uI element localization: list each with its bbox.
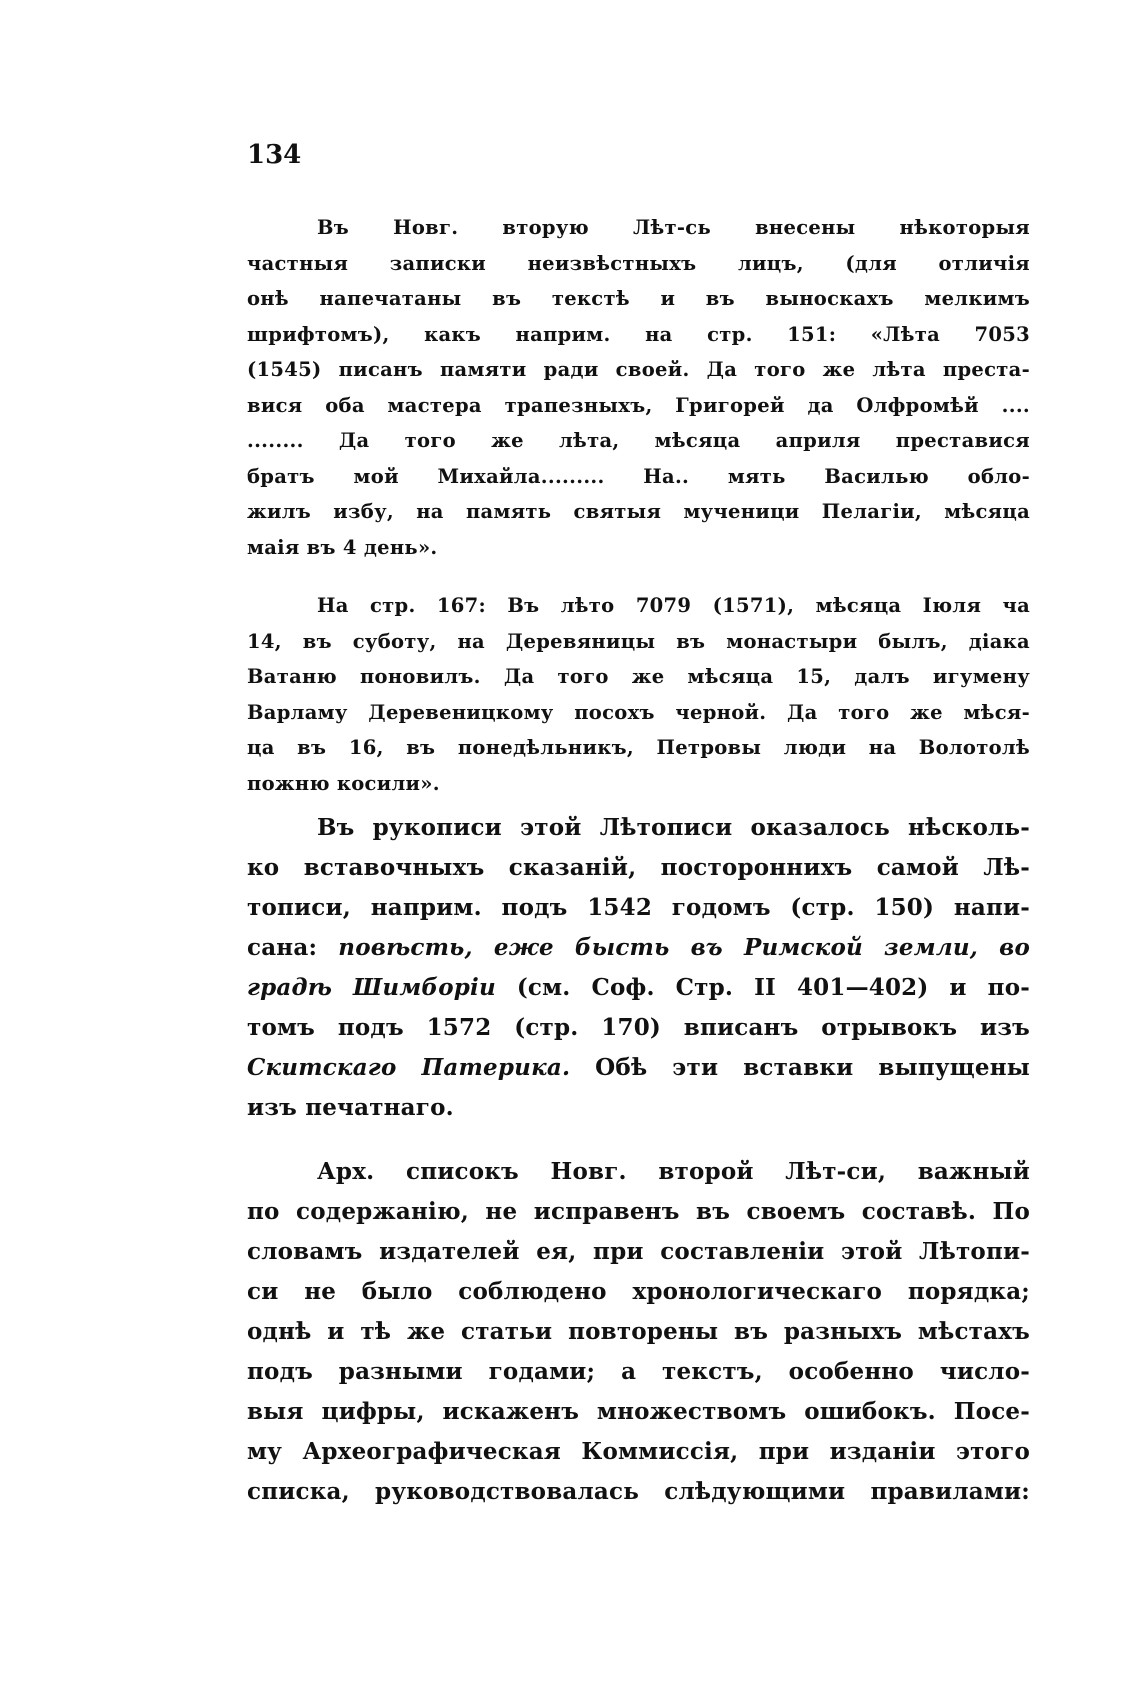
paragraph-1 (247, 210, 1030, 565)
text-line: му Археографическая Коммиссія, при изданіи этого (247, 1438, 1030, 1465)
text-line: ........ Да того же лѣта, мѣсяца априля преставися (247, 429, 1030, 452)
text-line: шрифтомъ), какъ наприм. на стр. 151: «Лѣта 7053 (247, 322, 1030, 346)
text-line: градѣ Шимборіи (см. Соф. Стр. II 401—402) и по- (247, 974, 1030, 1001)
text-line: изъ печатнаго. (247, 1094, 454, 1121)
text-line: си не было соблюдено хронологическаго порядка; (247, 1278, 1030, 1305)
text-line: На стр. 167: Въ лѣто 7079 (1571), мѣсяца Іюля ча (317, 594, 1030, 617)
page-number: 134 (247, 140, 302, 170)
text-line: ца въ 16, въ понедѣльникъ, Петровы люди на Волотолѣ (247, 736, 1030, 759)
text-line: подъ разными годами; а текстъ, особенно число- (247, 1358, 1030, 1385)
text-line: вися оба мастера трапезныхъ, Григорей да Олфромѣй .... (247, 393, 1030, 417)
text-line: ко вставочныхъ сказаній, постороннихъ самой Лѣ- (247, 854, 1030, 881)
text-line: тописи, наприм. подъ 1542 годомъ (стр. 150) напи- (247, 894, 1030, 921)
text-line: однѣ и тѣ же статьи повторены въ разныхъ мѣстахъ (247, 1318, 1030, 1345)
text-line: онѣ напечатаны въ текстѣ и въ выноскахъ мелкимъ (247, 287, 1030, 310)
text-line: пожню косили». (247, 771, 440, 795)
text-line: сана: повѣсть, еже бысть въ Римской земли, во (247, 934, 1030, 961)
text-line: томъ подъ 1572 (стр. 170) вписанъ отрывокъ изъ (247, 1014, 1030, 1041)
paragraph-4 (247, 1152, 1030, 1512)
text-line: жилъ избу, на память святыя мученици Пелагіи, мѣсяца (247, 500, 1030, 523)
text-line: братъ мой Михайла......... На.. мять Василью обло- (247, 464, 1030, 488)
text-line: 14, въ суботу, на Деревяницы въ монастыри былъ, діака (247, 629, 1030, 653)
text-line: Арх. списокъ Новг. второй Лѣт-си, важный (317, 1158, 1030, 1185)
text-line: Варламу Деревеницкому посохъ черной. Да того же мѣся- (247, 700, 1030, 724)
text-line: списка, руководствовалась слѣдующими правилами: (247, 1478, 1030, 1505)
text-line: маія въ 4 день». (247, 535, 438, 559)
text-line: словамъ издателей ея, при составленіи этой Лѣтопи- (247, 1238, 1030, 1265)
paragraph-2 (247, 588, 1030, 801)
text-line: Скитскаго Патерика. Обѣ эти вставки выпущены (247, 1054, 1030, 1081)
text-line: выя цифры, искаженъ множествомъ ошибокъ. Посе- (247, 1398, 1030, 1425)
text-line: частныя записки неизвѣстныхъ лицъ, (для отличія (247, 251, 1030, 275)
text-line: Въ рукописи этой Лѣтописи оказалось нѣсколь- (317, 814, 1030, 841)
text-line: (1545) писанъ памяти ради своей. Да того же лѣта преста- (247, 358, 1030, 381)
text-line: по содержанію, не исправенъ въ своемъ составѣ. По (247, 1198, 1030, 1225)
text-line: Въ Новг. вторую Лѣт-сь внесены нѣкоторыя (317, 216, 1030, 239)
text-line: Ватаню поновилъ. Да того же мѣсяца 15, далъ игумену (247, 665, 1030, 688)
paragraph-3 (247, 808, 1030, 1128)
